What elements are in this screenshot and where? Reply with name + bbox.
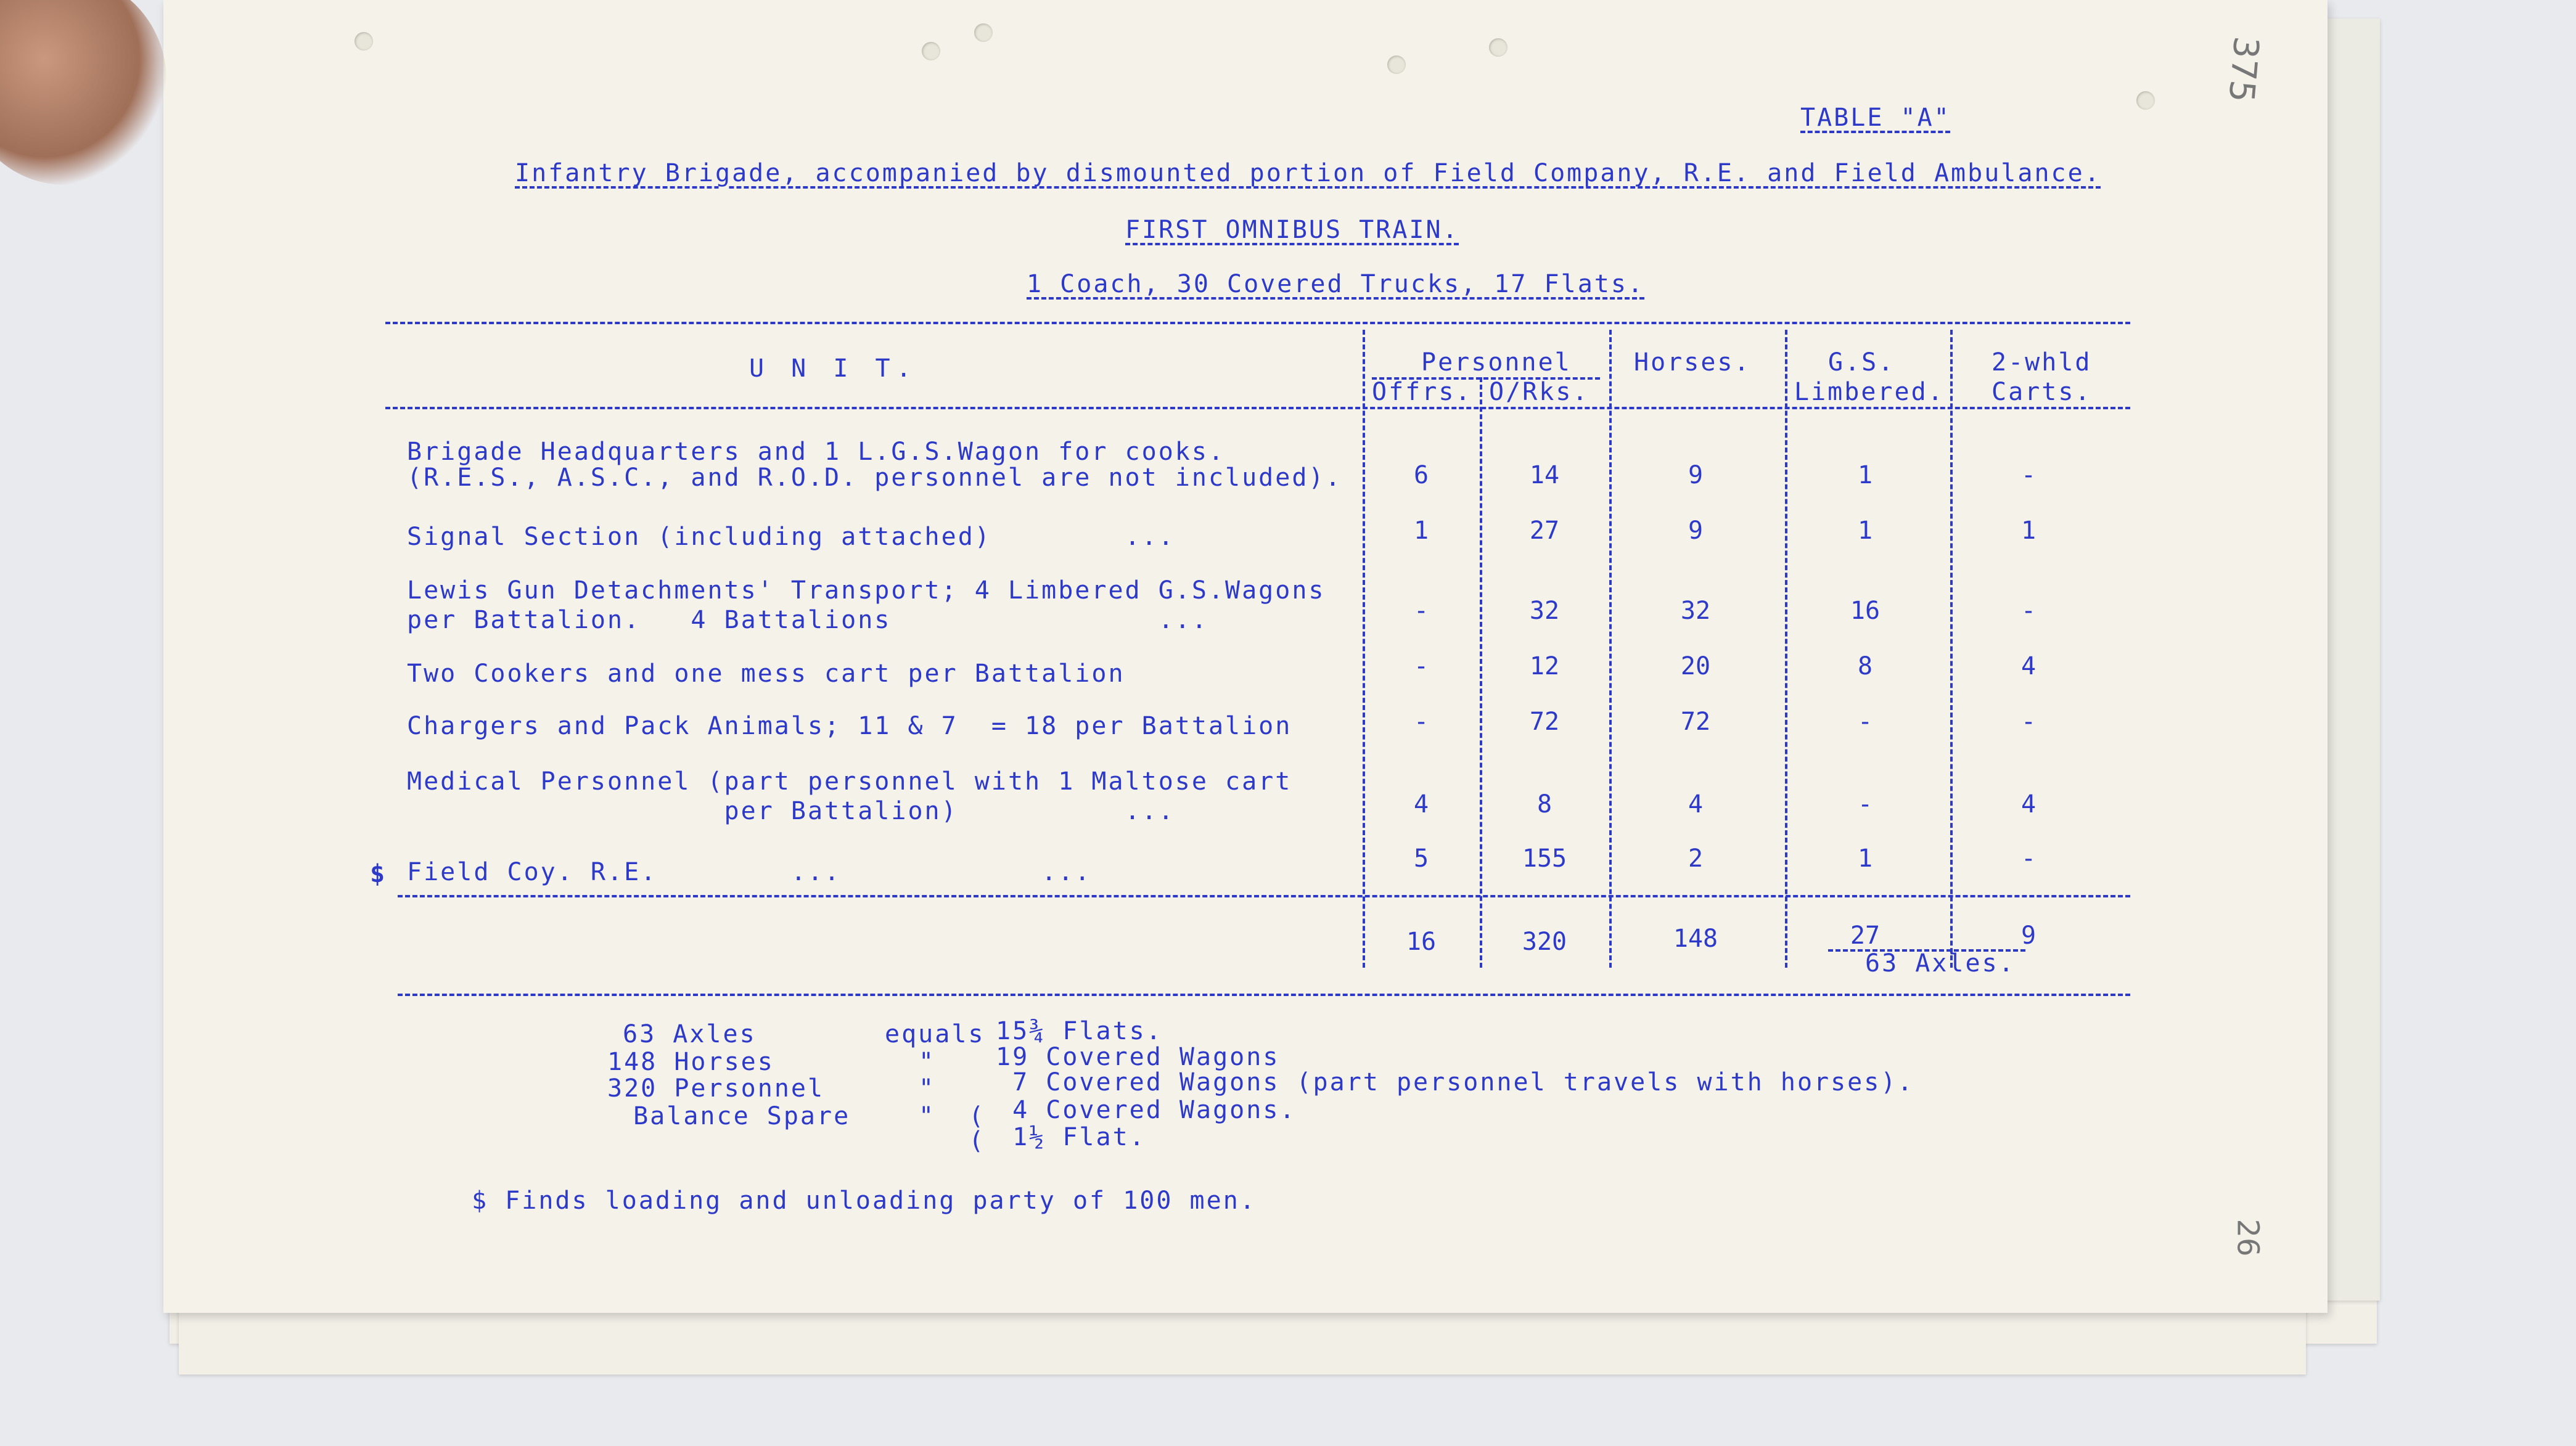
- row-unit: Two Cookers and one mess cart per Battalion: [407, 660, 1125, 688]
- header-carts: 2-whld: [1991, 348, 2092, 377]
- page-number: 375: [2220, 35, 2266, 104]
- punch-hole: [1489, 38, 1507, 57]
- cell-offrs: -: [1413, 652, 1429, 680]
- cell-ors: 32: [1529, 597, 1560, 625]
- header-gs: G.S.: [1828, 348, 1895, 377]
- cell-carts: 4: [2020, 652, 2037, 680]
- total-ors: 320: [1522, 928, 1567, 956]
- cell-horses: 2: [1688, 844, 1704, 873]
- footnote: $ Finds loading and unloading party of 100 men.: [472, 1187, 1257, 1215]
- punch-hole: [1387, 55, 1406, 74]
- cell-offrs: 6: [1413, 461, 1429, 489]
- row-unit-cont: per Battalion) ...: [407, 797, 1175, 825]
- cell-gs: -: [1857, 790, 1873, 819]
- cell-offrs: 1: [1413, 517, 1429, 545]
- summary-right: 15¾ Flats.: [996, 1017, 1163, 1045]
- cell-ors: 27: [1529, 517, 1560, 545]
- header-personnel: Personnel: [1421, 348, 1572, 377]
- cell-horses: 20: [1680, 652, 1711, 680]
- header-limbered: Limbered.: [1794, 378, 1945, 406]
- cell-gs: 1: [1857, 461, 1873, 489]
- cell-offrs: 5: [1413, 844, 1429, 873]
- header-unit: U N I T.: [749, 354, 917, 383]
- cell-horses: 9: [1688, 517, 1704, 545]
- summary-right: 19 Covered Wagons: [996, 1043, 1280, 1071]
- summary-mid: " (: [919, 1102, 986, 1130]
- cell-horses: 72: [1680, 708, 1711, 736]
- header-offrs: Offrs.: [1372, 378, 1472, 406]
- body-bottom-rule: [398, 895, 2130, 897]
- cell-horses: 9: [1688, 461, 1704, 489]
- column-divider: [1480, 377, 1482, 968]
- row-unit-cont: per Battalion. 4 Battalions ...: [407, 606, 1208, 634]
- summary-left: 63 Axles: [623, 1020, 757, 1048]
- summary-left: Balance Spare: [617, 1102, 851, 1130]
- total-offrs: 16: [1406, 928, 1437, 956]
- cell-carts: 4: [2020, 790, 2037, 819]
- summary-mid: (: [919, 1127, 986, 1155]
- row-unit: Field Coy. R.E. ... ...: [407, 858, 1092, 886]
- document-title: Infantry Brigade, accompanied by dismounted portion of Field Company, R.E. and Field Ambulance.: [515, 159, 2101, 187]
- cell-ors: 72: [1529, 708, 1560, 736]
- summary-mid: equals: [885, 1020, 985, 1048]
- cell-ors: 12: [1529, 652, 1560, 680]
- cell-ors: 14: [1529, 461, 1560, 489]
- cell-offrs: -: [1413, 708, 1429, 736]
- cell-gs: 16: [1850, 597, 1881, 625]
- punch-hole: [2136, 91, 2155, 110]
- column-divider: [1785, 330, 1787, 968]
- cell-carts: -: [2020, 844, 2037, 873]
- cell-carts: 1: [2020, 517, 2037, 545]
- cell-gs: 1: [1857, 844, 1873, 873]
- header-carts-2: Carts.: [1991, 378, 2092, 406]
- dollar-mark: $: [370, 860, 387, 888]
- table-top-rule: [385, 322, 2130, 324]
- header-ors: O/Rks.: [1489, 378, 1589, 406]
- header-bottom-rule: [385, 407, 2130, 409]
- table-label: TABLE "A": [1800, 104, 1951, 132]
- summary-right: 7 Covered Wagons (part personnel travels with horses).: [996, 1068, 1914, 1097]
- total-axles: 63 Axles.: [1865, 949, 2016, 978]
- document-subtitle: FIRST OMNIBUS TRAIN.: [1125, 216, 1459, 244]
- punch-hole: [355, 32, 373, 51]
- summary-left: 320 Personnel: [607, 1074, 825, 1103]
- cell-ors: 8: [1536, 790, 1553, 819]
- row-unit-cont: (R.E.S., A.S.C., and R.O.D. personnel are not included).: [407, 464, 1342, 492]
- summary-left: 148 Horses: [607, 1048, 774, 1076]
- column-divider: [1950, 330, 1953, 968]
- punch-hole: [974, 23, 993, 42]
- cell-carts: -: [2020, 708, 2037, 736]
- total-gs: 27: [1850, 921, 1881, 950]
- punch-hole: [922, 42, 940, 60]
- cell-horses: 4: [1688, 790, 1704, 819]
- column-divider: [1363, 330, 1365, 968]
- cell-horses: 32: [1680, 597, 1711, 625]
- cell-gs: 1: [1857, 517, 1873, 545]
- cell-gs: -: [1857, 708, 1873, 736]
- cell-carts: -: [2020, 597, 2037, 625]
- thumb: [0, 0, 166, 185]
- header-horses: Horses.: [1634, 348, 1751, 377]
- summary-right: 4 Covered Wagons.: [996, 1096, 1297, 1124]
- row-unit: Medical Personnel (part personnel with 1 Maltose cart: [407, 767, 1292, 796]
- document-page: [163, 0, 2328, 1313]
- row-unit: Chargers and Pack Animals; 11 & 7 = 18 per Battalion: [407, 712, 1292, 740]
- total-horses: 148: [1673, 925, 1718, 953]
- row-unit: Signal Section (including attached) ...: [407, 523, 1175, 551]
- cell-offrs: -: [1413, 597, 1429, 625]
- train-composition: 1 Coach, 30 Covered Trucks, 17 Flats.: [1027, 270, 1645, 298]
- summary-mid: ": [919, 1048, 936, 1076]
- row-unit: Lewis Gun Detachments' Transport; 4 Limbered G.S.Wagons: [407, 576, 1326, 605]
- column-divider: [1609, 330, 1612, 968]
- total-carts: 9: [2020, 921, 2037, 950]
- cell-offrs: 4: [1413, 790, 1429, 819]
- cell-carts: -: [2020, 461, 2037, 489]
- cell-ors: 155: [1522, 844, 1567, 873]
- row-unit: Brigade Headquarters and 1 L.G.S.Wagon for cooks.: [407, 438, 1226, 466]
- cell-gs: 8: [1857, 652, 1873, 680]
- folio-number: 26: [2230, 1219, 2265, 1257]
- summary-mid: ": [919, 1074, 936, 1103]
- table-bottom-rule: [398, 994, 2130, 996]
- summary-right: 1½ Flat.: [996, 1123, 1146, 1151]
